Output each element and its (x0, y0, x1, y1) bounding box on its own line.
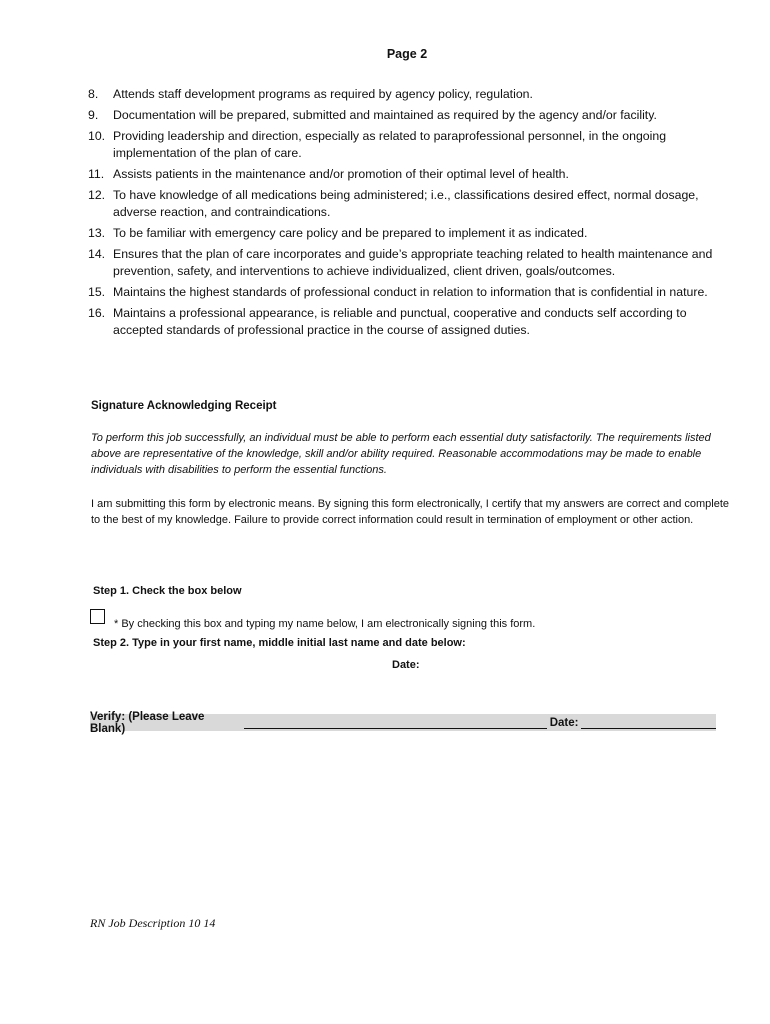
list-item (88, 246, 728, 280)
list-item-number: 9. (88, 108, 99, 122)
duties-list (88, 86, 728, 343)
checkbox-label: * By checking this box and typing my name below, I am electronically signing this form. (114, 618, 536, 630)
list-item-number: 13. (88, 226, 106, 240)
list-item (88, 166, 728, 183)
verify-label: Verify: (Please Leave Blank) (90, 710, 205, 735)
verify-date-label: Date: (549, 716, 579, 729)
list-item-text: To be familiar with emergency care policy and be prepared to implement it as indicated. (113, 226, 588, 240)
certification-text: I am submitting this form by electronic means. By signing this form electronically, I certify that my answers are correct and complete to the best of my knowledge. Failure to provide correct information could result in termination of employment or other action. (91, 498, 730, 526)
verify-row (90, 710, 716, 735)
list-item (88, 305, 728, 339)
list-item (88, 225, 728, 242)
list-item-number: 12. (88, 188, 106, 202)
verify-input[interactable] (244, 716, 547, 729)
step2-label: Step 2. Type in your first name, middle initial last name and date below: (93, 637, 466, 649)
list-item-text: Assists patients in the maintenance and/or promotion of their optimal level of health. (113, 167, 569, 181)
list-item-text: Providing leadership and direction, especially as related to paraprofessional personnel, in the ongoing implementation of the plan of care. (113, 129, 667, 160)
list-item-number: 14. (88, 247, 106, 261)
list-item-text: Maintains a professional appearance, is reliable and punctual, cooperative and conducts self according to accepted standards of professional practice in the course of assigned duties. (113, 306, 687, 337)
date-label: Date: (392, 659, 420, 671)
list-item-number: 16. (88, 306, 106, 320)
list-item-number: 15. (88, 285, 106, 299)
list-item (88, 128, 728, 162)
list-item (88, 86, 728, 103)
signature-heading: Signature Acknowledging Receipt (91, 400, 277, 412)
list-item (88, 107, 728, 124)
list-item-number: 8. (88, 87, 99, 101)
disclaimer-text: To perform this job successfully, an individual must be able to perform each essential duty satisfactorily. The requirements listed above are representative of the knowledge, skill and/or ability required. Reasonable accommodations may be made to enable individuals with disabilities to perform the essential functions. (91, 432, 711, 476)
list-item-text: Ensures that the plan of care incorporates and guide’s appropriate teaching related to health maintenance and prevention, safety, and interventions to achieve individualized, client driven, goals/outcomes. (113, 247, 713, 278)
list-item-number: 10. (88, 129, 106, 143)
list-item-number: 11. (88, 167, 105, 181)
page-title: Page 2 (386, 47, 428, 61)
list-item (88, 187, 728, 221)
list-item (88, 284, 728, 301)
verify-date-input[interactable] (581, 716, 716, 729)
step1-label: Step 1. Check the box below (93, 585, 242, 597)
list-item-text: Documentation will be prepared, submitted and maintained as required by the agency and/or facility. (113, 108, 657, 122)
signature-checkbox[interactable] (90, 609, 105, 624)
list-item-text: Attends staff development programs as required by agency policy, regulation. (113, 87, 533, 101)
list-item-text: To have knowledge of all medications being administered; i.e., classifications desired effect, normal dosage, adverse reaction, and contraindications. (113, 188, 699, 219)
footer-text: RN Job Description 10 14 (90, 916, 216, 930)
list-item-text: Maintains the highest standards of professional conduct in relation to information that is confidential in nature. (113, 285, 708, 299)
